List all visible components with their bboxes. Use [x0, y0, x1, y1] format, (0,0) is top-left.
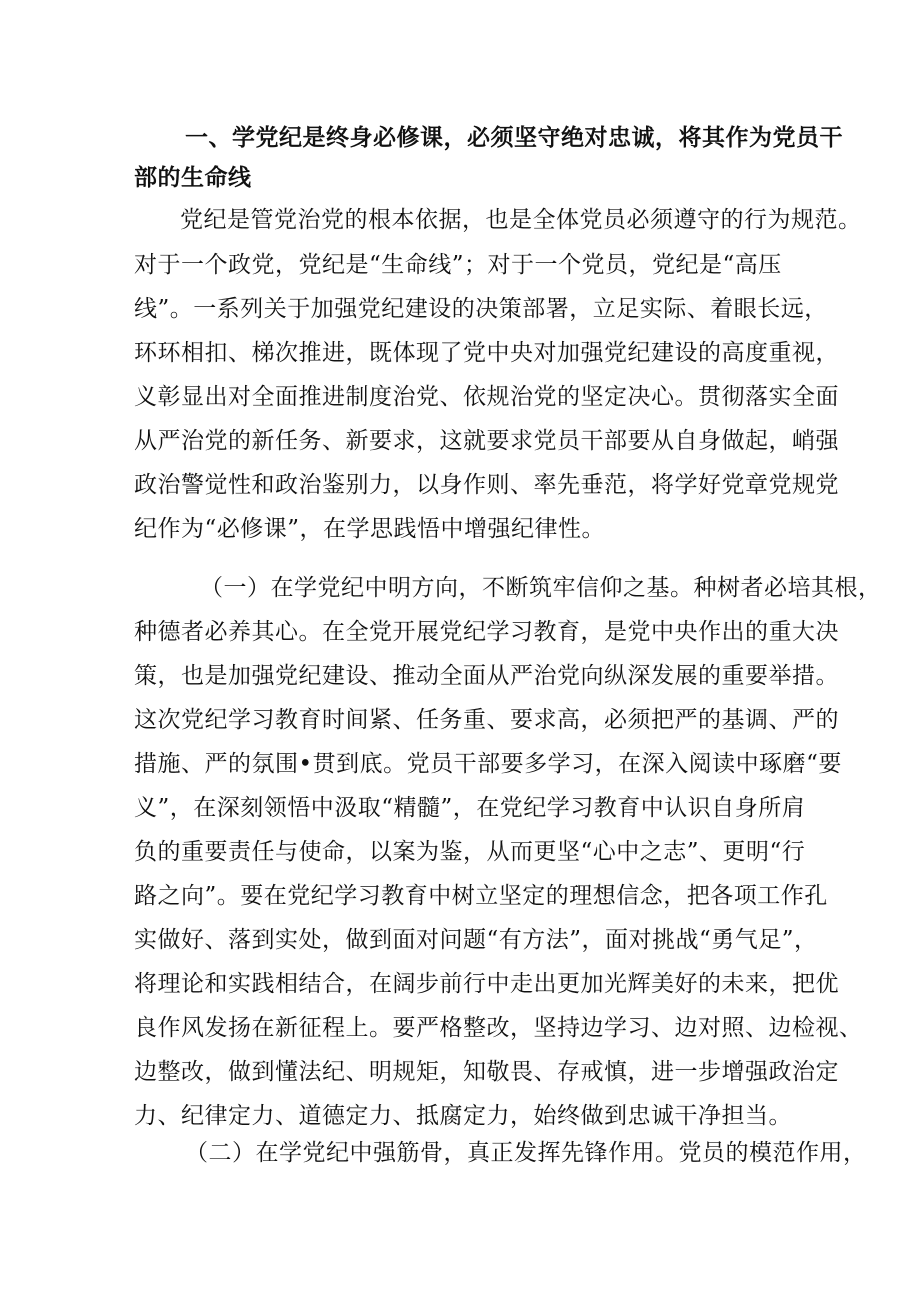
- heading-line: 部的生命线: [134, 164, 252, 191]
- paragraph-line: 将理论和实践相结合，在阔步前行中走出更加光辉美好的未来，把优: [134, 971, 839, 997]
- paragraph-line: 党纪是管党治党的根本依据，也是全体党员必须遵守的行为规范。: [180, 207, 862, 233]
- heading-line: 一、学党纪是终身必修课，必须坚守绝对忠诚，将其作为党员干: [185, 124, 843, 151]
- paragraph-line: 环环相扣、梯次推进，既体现了党中央对加强党纪建设的高度重视，: [134, 340, 839, 366]
- paragraph-line: 对于一个政党，党纪是“生命线”；对于一个党员，党纪是“高压: [134, 252, 782, 278]
- paragraph-line: 线”。一系列关于加强党纪建设的决策部署，立足实际、着眼长远，: [134, 296, 828, 322]
- paragraph-line: 从严治党的新任务、新要求，这就要求党员干部要从自身做起，峭强: [134, 428, 839, 454]
- paragraph-line: 力、纪律定力、道德定力、抵腐定力，始终做到忠诚干净担当。: [134, 1103, 792, 1129]
- paragraph-line: 策，也是加强党纪建设、推动全面从严治党向纵深发展的重要举措。: [134, 663, 839, 689]
- paragraph-line: 边整改，做到懂法纪、明规矩，知敬畏、存戒慎，进一步增强政治定: [134, 1059, 839, 1085]
- paragraph-line: 实做好、落到实处，做到面对问题“有方法”，面对挑战“勇气足”，: [134, 927, 818, 953]
- paragraph-line: 路之向”。要在党纪学习教育中树立坚定的理想信念，把各项工作孔: [134, 883, 828, 909]
- paragraph-line: 义”，在深刻领悟中汲取“精髓”，在党纪学习教育中认识自身所肩: [134, 795, 806, 821]
- paragraph-line: （二）在学党纪中强筋骨，真正发挥先锋作用。党员的模范作用，: [185, 1140, 867, 1166]
- paragraph-line: 政治警觉性和政治鉴别力，以身作则、率先垂范，将学好党章党规党: [134, 472, 839, 498]
- paragraph-line: 义彰显出对全面推进制度治党、依规治党的坚定决心。贯彻落实全面: [134, 384, 839, 410]
- paragraph-line: 措施、严的氛围•贯到底。党员干部要多学习，在深入阅读中琢磨“要: [134, 751, 842, 777]
- paragraph-line: 纪作为“必修课”，在学思践悟中增强纪律性。: [134, 516, 606, 542]
- paragraph-line: 种德者必养其心。在全党开展党纪学习教育，是党中央作出的重大决: [134, 619, 839, 645]
- paragraph-line: 这次党纪学习教育时间紧、任务重、要求高，必须把严的基调、严的: [134, 707, 839, 733]
- paragraph-line: （一）在学党纪中明方向，不断筑牢信仰之基。种树者必培其根，: [200, 575, 882, 601]
- paragraph-line: 负的重要责任与使命，以案为鉴，从而更坚“心中之志”、更明“行: [134, 839, 806, 865]
- paragraph-line: 良作风发扬在新征程上。要严格整改，坚持边学习、边对照、边检视、: [134, 1015, 863, 1041]
